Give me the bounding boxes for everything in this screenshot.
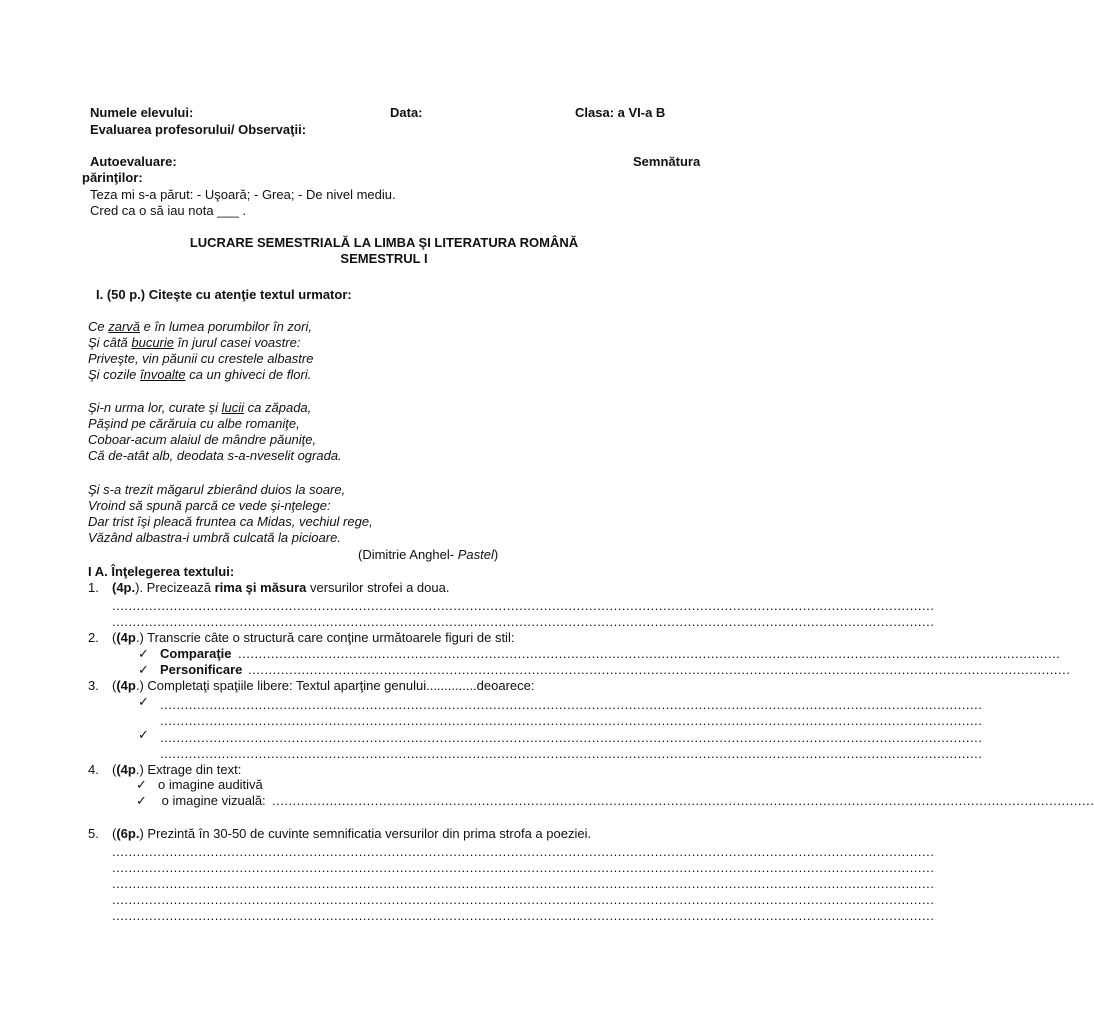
- checkmark-icon: ✓: [136, 777, 147, 792]
- checkmark-icon: ✓: [138, 694, 149, 709]
- answer-line[interactable]: ........................................................................................................................................................................................................: [272, 793, 1094, 808]
- self-eval-label: Autoevaluare:: [90, 154, 177, 169]
- answer-line[interactable]: ........................................................................................................................................................................................................: [238, 646, 1061, 661]
- question-5: 5. ((6p.) Prezintă în 30-50 de cuvinte semnificatia versurilor din prima strofa a poeziei.: [88, 826, 592, 841]
- section-a-heading: I A. Înţelegerea textului:: [88, 564, 235, 579]
- comparison-item: ✓ Comparaţie: [138, 646, 232, 661]
- poem-line: Şi s-a trezit măgarul zbierând duios la soare,: [88, 482, 346, 497]
- poem-line: Văzând albastra-i umbră culcată la picioare.: [88, 530, 341, 545]
- answer-line[interactable]: ........................................................................................................................................................................................................: [160, 713, 983, 728]
- teacher-eval-label: Evaluarea profesorului/ Observaţii:: [90, 122, 307, 137]
- question-3: 3. ((4p.) Completaţi spaţiile libere: Textul aparţine genului..............deoarece:: [88, 678, 535, 693]
- poem-line: Priveşte, vin păunii cu crestele albastre: [88, 351, 314, 366]
- auditory-image-item: ✓ o imagine auditivă: [136, 777, 263, 792]
- answer-line[interactable]: ........................................................................................................................................................................................................: [112, 860, 935, 875]
- answer-line[interactable]: ........................................................................................................................................................................................................: [160, 730, 983, 745]
- student-name-label: Numele elevului:: [90, 105, 194, 120]
- checkmark-icon: ✓: [138, 727, 149, 742]
- checkmark-icon: ✓: [136, 793, 147, 808]
- poem-line: Vroind să spună parcă ce vede şi-nţelege:: [88, 498, 331, 513]
- answer-line[interactable]: ........................................................................................................................................................................................................: [248, 662, 1071, 677]
- poem-line: Şi cozile învoalte ca un ghiveci de flori.: [88, 367, 312, 382]
- answer-line[interactable]: ........................................................................................................................................................................................................: [112, 876, 935, 891]
- answer-line[interactable]: ........................................................................................................................................................................................................: [160, 697, 983, 712]
- poem-line: Dar trist îşi pleacă fruntea ca Midas, vechiul rege,: [88, 514, 373, 529]
- poem-line: Că de-atât alb, deodata s-a-nveselit ograda.: [88, 448, 342, 463]
- checkmark-icon: ✓: [138, 662, 149, 677]
- poem-line: Păşind pe cărăruia cu albe romaniţe,: [88, 416, 300, 431]
- poem-attribution: (Dimitrie Anghel- Pastel): [358, 547, 499, 562]
- question-1: 1. (4p.). Precizează rima şi măsura versurilor strofei a doua.: [88, 580, 450, 595]
- answer-line[interactable]: ........................................................................................................................................................................................................: [160, 746, 983, 761]
- poem-line: Şi câtă bucurie în jurul casei voastre:: [88, 335, 301, 350]
- question-4: 4. ((4p.) Extrage din text:: [88, 762, 242, 777]
- poem-line: Coboar-acum alaiul de mândre păuniţe,: [88, 432, 317, 447]
- exam-semester: SEMESTRUL I: [340, 251, 428, 266]
- class-label: Clasa: a VI-a B: [575, 105, 666, 120]
- expected-grade-line: Cred ca o să iau nota ___ .: [90, 203, 247, 218]
- exam-title: LUCRARE SEMESTRIALĂ LA LIMBA ŞI LITERATURA ROMÂNĂ: [189, 235, 579, 250]
- answer-line[interactable]: ........................................................................................................................................................................................................: [112, 908, 935, 923]
- parent-signature-label: Semnătura: [633, 154, 701, 169]
- poem-line: Şi-n urma lor, curate şi lucii ca zăpada,: [88, 400, 312, 415]
- answer-line[interactable]: ........................................................................................................................................................................................................: [112, 598, 935, 613]
- thesis-difficulty-line: Teza mi s-a părut: - Uşoară; - Grea; - De nivel mediu.: [90, 187, 396, 202]
- answer-line[interactable]: ........................................................................................................................................................................................................: [112, 614, 935, 629]
- section-1-heading: I. (50 p.) Citeşte cu atenţie textul urmator:: [96, 287, 352, 302]
- date-label: Data:: [390, 105, 423, 120]
- question-2: 2. ((4p.) Transcrie câte o structură care conţine următoarele figuri de stil:: [88, 630, 515, 645]
- poem-line: Ce zarvă e în lumea porumbilor în zori,: [88, 319, 312, 334]
- parent-signature-label-2: părinţilor:: [82, 170, 143, 185]
- visual-image-item: ✓ o imagine vizuală:: [136, 793, 266, 808]
- personification-item: ✓ Personificare: [138, 662, 243, 677]
- answer-line[interactable]: ........................................................................................................................................................................................................: [112, 892, 935, 907]
- checkmark-icon: ✓: [138, 646, 149, 661]
- answer-line[interactable]: ........................................................................................................................................................................................................: [112, 844, 935, 859]
